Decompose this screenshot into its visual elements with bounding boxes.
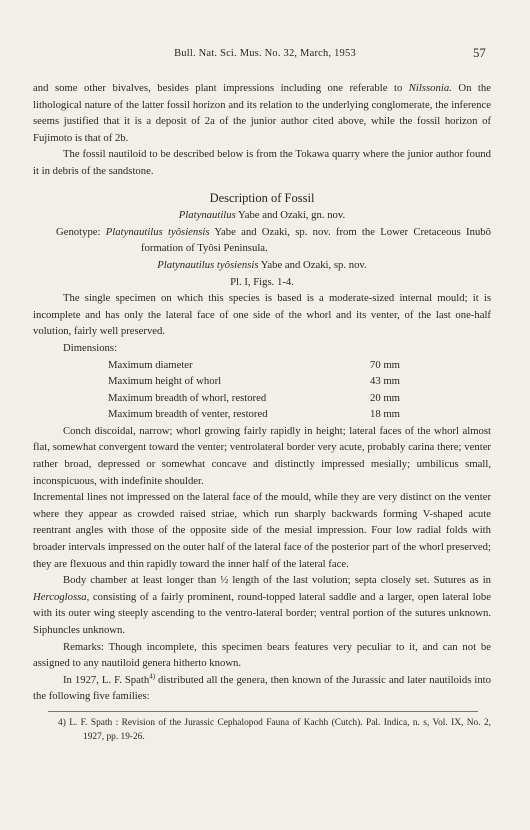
species-authors: Yabe and Ozaki, sp. nov. bbox=[258, 258, 367, 271]
spath-text: In 1927, L. F. Spath bbox=[63, 673, 150, 686]
conch-paragraph: Conch discoidal, narrow; whorl growing fairly rapidly in height; lateral faces of the whorl almost flat, somewhat convergent toward the venter; ventrolateral border very acute, probably carina there; venter rather broad, depressed or somewhat concave and distinctly impressed mesially; umbilicus small, inconspicuous, with indefinite shoulder. bbox=[33, 424, 491, 487]
dimension-row bbox=[108, 406, 400, 423]
body-text-end: consisting of a fairly prominent, round-topped lateral saddle and a larger, open lateral lobe with its outer wing steeply ascending to the ventro-lateral border; ventral portion of the sutures unknown. Siphuncles unknown. bbox=[33, 590, 491, 636]
dimension-value: 20 mm bbox=[370, 391, 400, 404]
intro-paragraph-1 bbox=[33, 80, 491, 146]
spath-text-cont: distributed all the genera, then known of the Jurassic and later nautiloids into the following five families: bbox=[33, 673, 491, 703]
section-heading: Description of Fossil bbox=[209, 190, 315, 205]
dimension-value: 18 mm bbox=[370, 408, 400, 421]
fraction: ½ bbox=[220, 574, 229, 587]
genus-name-hercoglossa: Hercoglossa, bbox=[33, 590, 90, 603]
dimension-value: 70 mm bbox=[370, 358, 400, 371]
body-text-cont: length of the last volution; septa closely set. Sutures as in bbox=[228, 574, 492, 587]
intro-text: and some other bivalves, besides plant impressions including one referable to bbox=[33, 82, 409, 94]
genus-name-nilssonia: Nilssonia. bbox=[408, 82, 452, 94]
dimension-row bbox=[108, 373, 400, 390]
footnote-text: L. F. Spath : Revision of the Jurassic Cephalopod Fauna of Kachh (Cutch). Pal. Indica, n. s, Vol. IX, No. 2, 1927, pp. 19-26. bbox=[65, 717, 491, 742]
dimensions-label: Dimensions: bbox=[63, 341, 118, 354]
spath-paragraph bbox=[33, 672, 491, 705]
body-chamber-paragraph bbox=[33, 572, 491, 638]
footnote-reference: 4) bbox=[149, 672, 156, 681]
specimen-paragraph: The single specimen on which this species is based is a moderate-sized internal mould; it is incomplete and has only the lateral face of one side of the whorl and its venter, of the last one-half volution, fairly well preserved. bbox=[33, 292, 491, 338]
page-body bbox=[33, 80, 491, 744]
dimension-name: Maximum breadth of whorl, restored bbox=[108, 391, 267, 404]
genotype-label: Genotype: bbox=[56, 225, 106, 238]
body-text: Body chamber at least longer than bbox=[63, 574, 221, 587]
journal-citation: Bull. Nat. Sci. Mus. No. 32, March, 1953 bbox=[174, 48, 356, 59]
genotype-name: Platynautilus tyôsiensis bbox=[105, 225, 210, 238]
dimension-row bbox=[108, 390, 400, 407]
page-number: 57 bbox=[473, 46, 486, 60]
genus-authors: Yabe and Ozaki, gn. nov. bbox=[235, 209, 346, 222]
dimension-value: 43 mm bbox=[370, 375, 400, 388]
running-header bbox=[44, 48, 486, 59]
incremental-lines-paragraph: Incremental lines not impressed on the lateral face of the mould, while they are very distinct on the venter where they appear as crowded raised striae, which run sharply backwards forming V-shaped acute reentrant angles with those of the opposite side of the mesial impression. Four low radial folds with broader intervals impressed on the outer half of the lateral face of the posterior part of the whorl preserved; they are flexuous and thin rapidly toward the inner half of the lateral face. bbox=[33, 491, 491, 570]
intro-text-cont: On the lithological nature of the latter fossil horizon and its relation to the underlying conglomerate, the inference seems justified that it is a deposit of 2a of the junior author cited above, while the fossil horizon of Fujimoto is that of 2b. bbox=[33, 82, 491, 144]
footnote-marker: 4) bbox=[58, 717, 66, 728]
genotype-details: Yabe and Ozaki, sp. nov. from the Lower Cretaceous Inubô formation of Tyôsi Peninsula. bbox=[141, 225, 491, 255]
genus-name: Platynautilus bbox=[178, 209, 236, 222]
genotype-line bbox=[33, 224, 491, 257]
dimension-name: Maximum diameter bbox=[108, 358, 193, 371]
dimension-name: Maximum breadth of venter, restored bbox=[108, 408, 268, 421]
plate-reference: Pl. I, Figs. 1-4. bbox=[230, 275, 294, 288]
intro-paragraph-2: The fossil nautiloid to be described below is from the Tokawa quarry where the junior author found it in debris of the sandstone. bbox=[33, 148, 491, 177]
species-line bbox=[33, 257, 491, 274]
dimensions-table bbox=[108, 357, 491, 423]
dimension-row bbox=[108, 357, 400, 374]
dimension-name: Maximum height of whorl bbox=[108, 375, 222, 388]
genus-line bbox=[33, 207, 491, 224]
footnote bbox=[33, 716, 491, 744]
remarks-paragraph: Remarks: Though incomplete, this specimen bears features very peculiar to it, and can not be assigned to any nautiloid genera hitherto known. bbox=[33, 640, 491, 670]
species-name: Platynautilus tyôsiensis bbox=[157, 258, 259, 271]
footnote-divider bbox=[48, 711, 478, 712]
